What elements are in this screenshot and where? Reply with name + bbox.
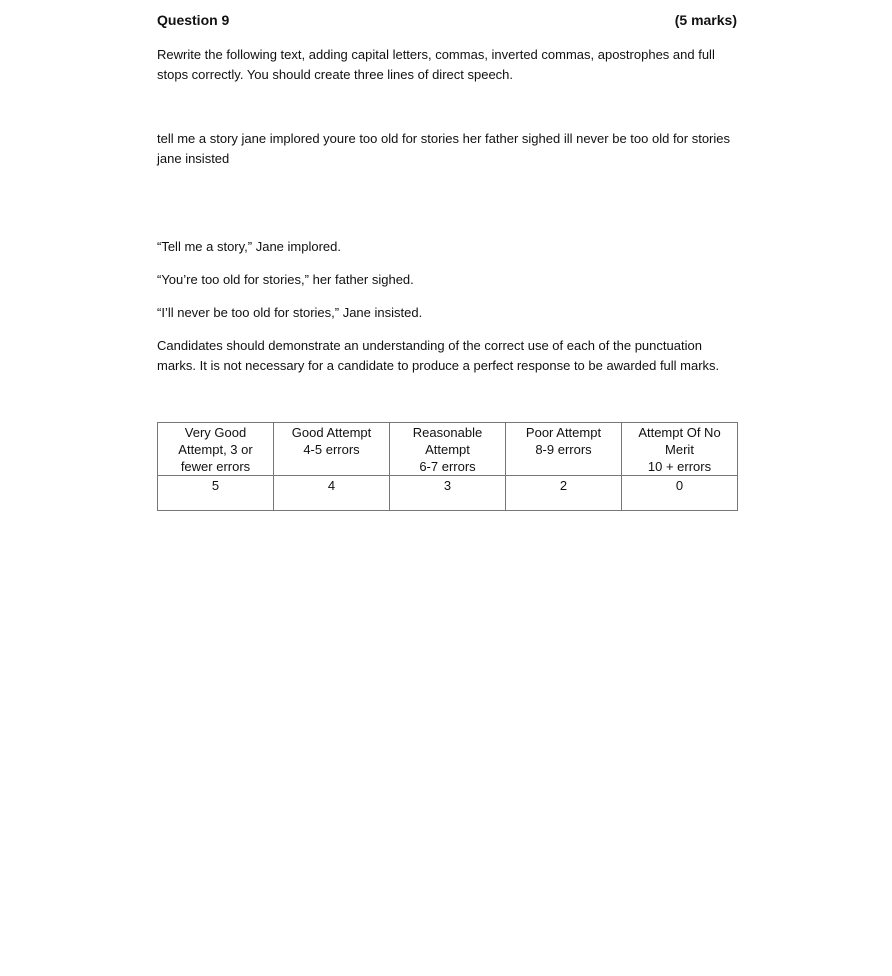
mark-scheme-table bbox=[157, 422, 738, 511]
score-cell: 0 bbox=[622, 476, 738, 511]
criteria-line: fewer errors bbox=[180, 459, 251, 474]
criteria-cell bbox=[390, 423, 506, 476]
criteria-line: 6-7 errors bbox=[419, 459, 476, 474]
criteria-cell bbox=[158, 423, 274, 476]
criteria-row bbox=[158, 423, 738, 476]
question-marks: (5 marks) bbox=[674, 12, 737, 28]
criteria-line: 10 + errors bbox=[647, 459, 712, 474]
model-answer bbox=[157, 237, 737, 323]
criteria-line: Merit bbox=[665, 442, 694, 457]
instructions-text: Rewrite the following text, adding capital letters, commas, inverted commas, apostrophes and full stops correctly. You should create three lines of direct speech. bbox=[157, 47, 715, 82]
criteria-line: 4-5 errors bbox=[303, 442, 360, 457]
score-cell: 2 bbox=[506, 476, 622, 511]
score-cell: 3 bbox=[390, 476, 506, 511]
question-header bbox=[157, 10, 737, 32]
score-row bbox=[158, 476, 738, 511]
unpunctuated-text: tell me a story jane implored youre too old for stories her father sighed ill never be too old for stories jane insisted bbox=[157, 131, 731, 166]
candidates-note: Candidates should demonstrate an understanding of the correct use of each of the punctuation marks. It is not necessary for a candidate to produce a perfect response to be awarded full marks. bbox=[157, 338, 720, 373]
criteria-line: Good Attempt bbox=[291, 425, 372, 440]
criteria-cell bbox=[274, 423, 390, 476]
answer-line: “I’ll never be too old for stories,” Jane insisted. bbox=[157, 305, 423, 320]
criteria-line: Reasonable bbox=[412, 425, 483, 440]
question-title: Question 9 bbox=[157, 12, 230, 28]
criteria-line: Very Good bbox=[184, 425, 247, 440]
score-cell: 5 bbox=[158, 476, 274, 511]
criteria-line: 8-9 errors bbox=[535, 442, 592, 457]
answer-line: “You’re too old for stories,” her father sighed. bbox=[157, 272, 414, 287]
criteria-cell bbox=[506, 423, 622, 476]
criteria-line: Poor Attempt bbox=[525, 425, 602, 440]
criteria-line: Attempt, 3 or bbox=[178, 442, 253, 457]
criteria-line: Attempt Of No bbox=[638, 425, 721, 440]
score-cell: 4 bbox=[274, 476, 390, 511]
answer-line: “Tell me a story,” Jane implored. bbox=[157, 239, 341, 254]
criteria-line: Attempt bbox=[425, 442, 470, 457]
exam-page bbox=[157, 10, 737, 511]
criteria-cell bbox=[622, 423, 738, 476]
